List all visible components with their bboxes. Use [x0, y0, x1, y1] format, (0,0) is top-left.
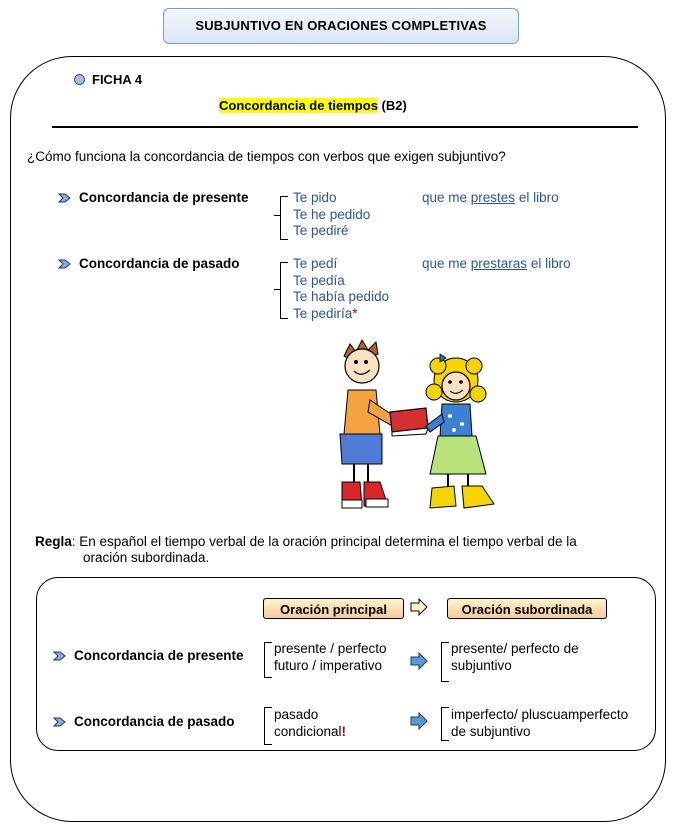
- page-title: SUBJUNTIVO EN ORACIONES COMPLETIVAS: [163, 8, 519, 44]
- chevron-bullet-icon: [58, 259, 72, 269]
- verb: Te pedí: [293, 256, 338, 271]
- right-arrow-icon: [410, 652, 428, 670]
- present-verbs: [293, 190, 370, 240]
- cell-text: condicional: [274, 724, 342, 739]
- verb: Te pediré: [293, 223, 349, 238]
- chevron-bullet-icon: [58, 193, 72, 203]
- verb-row: [293, 306, 389, 323]
- cell-line: futuro / imperativo: [274, 658, 383, 673]
- brace-tick: [274, 289, 280, 290]
- sub-clause-cell: [451, 706, 628, 740]
- brace: [441, 707, 449, 741]
- asterisk: *: [352, 305, 358, 321]
- cell-line: [274, 723, 346, 740]
- clause-post: el libro: [527, 256, 571, 271]
- present-label: Concordancia de presente: [79, 190, 249, 205]
- past-verbs: [293, 256, 389, 322]
- rule-sentence-cont: oración subordinada.: [83, 550, 210, 565]
- cell-line: pasado: [274, 707, 319, 722]
- header-main-clause: Oración principal: [263, 598, 404, 619]
- clause-verb: prestaras: [470, 256, 528, 271]
- book-figure: [390, 408, 428, 436]
- clause-pre: que me: [422, 190, 471, 205]
- present-brace: [280, 196, 288, 240]
- brace-tick: [274, 215, 280, 216]
- divider: [52, 126, 638, 128]
- clause-pre: que me: [422, 256, 471, 271]
- kids-illustration: [330, 336, 518, 516]
- verb: Te había pedido: [293, 289, 390, 304]
- table-row-label: Concordancia de pasado: [74, 714, 235, 729]
- cell-line: presente/ perfecto de: [451, 641, 579, 656]
- main-clause-cell: [274, 640, 387, 674]
- cell-line: imperfecto/ pluscuamperfecto: [451, 707, 629, 722]
- chevron-bullet-icon: [53, 717, 67, 727]
- circle-bullet-icon: [74, 74, 85, 85]
- past-brace: [280, 262, 288, 319]
- exclamation-icon: !: [341, 724, 347, 739]
- brace: [441, 642, 449, 682]
- subtitle-highlight: Concordancia de tiempos: [219, 98, 378, 113]
- subtitle: [219, 98, 407, 113]
- right-arrow-icon: [410, 598, 428, 616]
- main-clause-cell: [274, 706, 346, 740]
- clause-verb: prestes: [470, 190, 516, 205]
- verb: Te pido: [293, 190, 337, 205]
- subtitle-level: (B2): [377, 98, 407, 113]
- cell-line: presente / perfecto: [274, 641, 387, 656]
- clause-post: el libro: [515, 190, 559, 205]
- verb: Te pediría: [293, 305, 353, 321]
- rule-text: [35, 534, 635, 566]
- rule-sentence: : En español el tiempo verbal de la oración principal determina el tiempo verbal de la: [71, 534, 577, 549]
- sub-clause-cell: [451, 640, 579, 674]
- verb: Te he pedido: [293, 206, 371, 222]
- ficha-label: FICHA 4: [92, 72, 143, 87]
- cell-line: subjuntivo: [451, 658, 512, 673]
- cell-line: de subjuntivo: [451, 724, 531, 739]
- right-arrow-icon: [410, 712, 428, 730]
- present-clause: [422, 190, 559, 207]
- table-row-label: Concordancia de presente: [74, 648, 244, 663]
- past-clause: [422, 256, 571, 273]
- header-sub-clause: Oración subordinada: [447, 598, 607, 619]
- rule-label: Regla: [35, 534, 72, 549]
- girl-figure: [426, 354, 494, 508]
- brace: [264, 707, 272, 745]
- question-text: ¿Cómo funciona la concordancia de tiempos con verbos que exigen subjuntivo?: [27, 149, 506, 164]
- chevron-bullet-icon: [53, 651, 67, 661]
- verb: Te pedía: [293, 272, 345, 288]
- past-label: Concordancia de pasado: [79, 256, 240, 271]
- brace: [264, 642, 272, 678]
